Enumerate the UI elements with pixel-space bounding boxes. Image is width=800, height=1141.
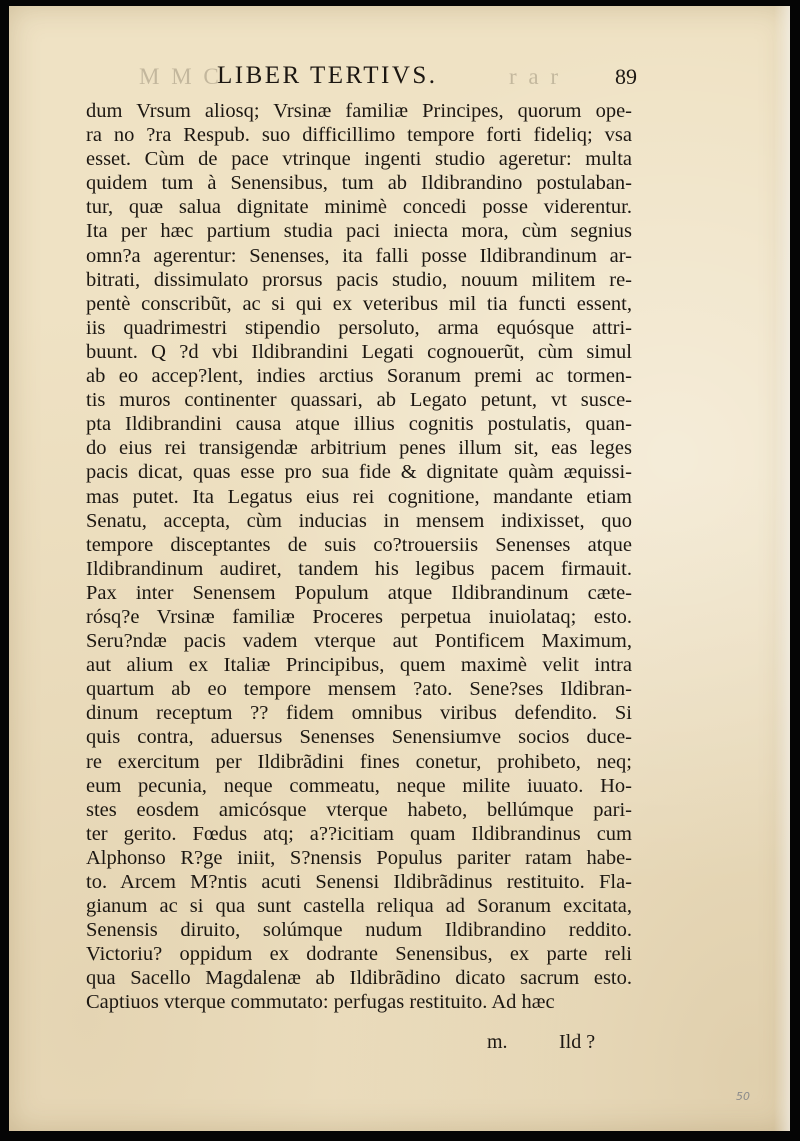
- text-line: omn?a agerentur: Senenses, ita falli posse Ildibrandinum ar-: [86, 244, 632, 267]
- show-through-text-left: M M C: [139, 64, 222, 89]
- book-page: [9, 6, 790, 1131]
- signature-mark: m.: [487, 1031, 508, 1053]
- text-line: ab eo accep?lent, indies arctius Soranum premi ac tormen-: [86, 365, 632, 388]
- catchword: Ild ?: [559, 1031, 596, 1053]
- text-line: pta Ildibrandini causa atque illius cognitis postulatis, quan-: [86, 413, 632, 436]
- text-line: quartum ab eo tempore mensem ?ato. Sene?ses Ildibran-: [86, 678, 632, 701]
- text-line: buunt. Q ?d vbi Ildibrandini Legati cognouerũt, cùm simul: [86, 340, 632, 363]
- text-line: pentè conscribũt, ac si qui ex veteribus mil tia functi essent,: [86, 292, 632, 315]
- body-text: [86, 99, 632, 1015]
- text-line: Senensis diruito, solúmque nudum Ildibrandino reddito.: [86, 919, 632, 942]
- text-line: ra no ?ra Respub. suo difficillimo tempore forti fideliq; vsa: [86, 124, 632, 147]
- text-line: Senatu, accepta, cùm inducias in mensem indixisset, quo: [86, 509, 632, 532]
- text-line: Ildibrandinum audiret, tandem his legibus pacem firmauit.: [86, 557, 632, 580]
- text-line: tempore disceptantes de suis co?trouersiis Senenses atque: [86, 533, 632, 556]
- text-line: Seru?ndæ pacis vadem vterque aut Pontificem Maximum,: [86, 630, 632, 653]
- pencil-note: 50: [736, 1090, 750, 1103]
- text-line: Victoriu? oppidum ex dodrante Senensibus, ex parte reli: [86, 943, 632, 966]
- text-line: pacis dicat, quas esse pro sua fide & dignitate quàm æquissi-: [86, 461, 632, 484]
- text-line: dum Vrsum aliosq; Vrsinæ familiæ Principes, quorum ope-: [86, 100, 632, 122]
- folio-number: 89: [615, 64, 637, 89]
- show-through-text-right: r a r: [509, 64, 562, 89]
- text-line: esset. Cùm de pace vtrinque ingenti studio ageretur: multa: [86, 148, 632, 171]
- text-line: stes eosdem amicósque vterque habeto, bellúmque pari-: [86, 798, 632, 821]
- text-line: quis contra, aduersus Senenses Senensiumve socios duce-: [86, 726, 632, 749]
- text-line: re exercitum per Ildibrãdini fines conetur, prohibeto, neq;: [86, 750, 632, 773]
- text-line: eum pecunia, neque commeatu, neque milite iuuato. Ho-: [86, 774, 632, 797]
- catchline: [9, 1031, 790, 1057]
- text-line: Captiuos vterque commutato: perfugas restituito. Ad hæc: [86, 991, 555, 1014]
- text-line: Ita per hæc partium studia paci iniecta mora, cùm segnius: [86, 220, 632, 243]
- page-edge: [774, 6, 790, 1131]
- text-line: quidem tum à Senensibus, tum ab Ildibrandino postulaban-: [86, 172, 632, 195]
- text-line: Alphonso R?ge iniit, S?nensis Populus pariter ratam habe-: [86, 846, 632, 869]
- text-line: mas putet. Ita Legatus eius rei cognitione, mandante etiam: [86, 485, 632, 508]
- text-line: rósq?e Vrsinæ familiæ Proceres perpetua inuiolataq; esto.: [86, 605, 632, 628]
- text-line: tur, quæ salua dignitate minimè concedi posse viderentur.: [86, 196, 632, 219]
- text-line: tis muros continenter quassari, ab Legato petunt, vt susce-: [86, 389, 632, 412]
- text-line: to. Arcem M?ntis acuti Senensi Ildibrãdinus restituito. Fla-: [86, 871, 632, 893]
- running-title: LIBER TERTIVS.: [217, 62, 438, 89]
- text-line: ter gerito. Fœdus atq; a??icitiam quam Ildibrandinus cum: [86, 822, 632, 845]
- text-line: gianum ac si qua sunt castella reliqua ad Soranum excitata,: [86, 895, 632, 918]
- text-line: aut alium ex Italiæ Principibus, quem maximè velit intra: [86, 654, 632, 677]
- text-line: qua Sacello Magdalenæ ab Ildibrãdino dicato sacrum esto.: [86, 967, 632, 990]
- text-line: dinum receptum ?? fidem omnibus viribus defendito. Si: [86, 702, 632, 725]
- text-line: Pax inter Senensem Populum atque Ildibrandinum cæte-: [86, 581, 632, 604]
- page-header: [9, 62, 790, 102]
- text-line: iis quadrimestri stipendio persoluto, arma equósque attri-: [86, 316, 632, 339]
- text-line: do eius rei transigendæ arbitrium penes illum sit, eas leges: [86, 437, 632, 460]
- text-line: bitrati, dissimulato prorsus pacis studio, nouum militem re-: [86, 268, 632, 291]
